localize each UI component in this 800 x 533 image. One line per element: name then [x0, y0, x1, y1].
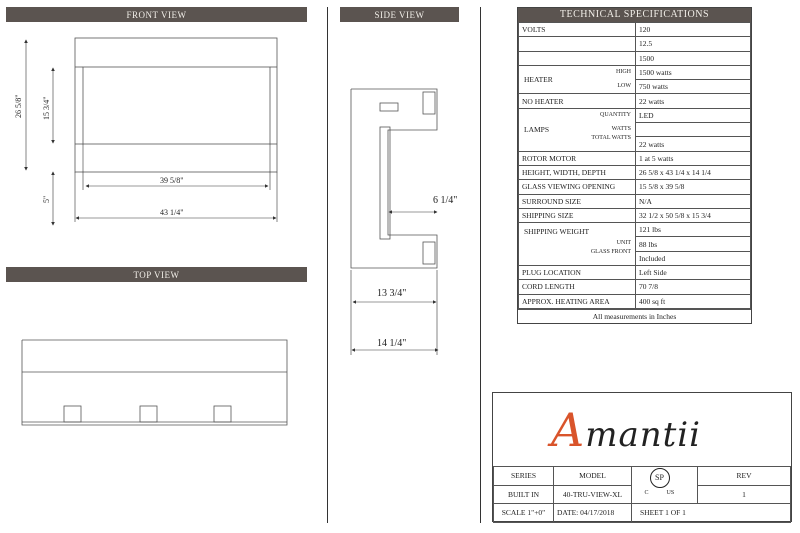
logo-text: mantii: [585, 415, 702, 455]
side-view-header: SIDE VIEW: [340, 7, 459, 22]
spec-label-surround: SURROUND SIZE: [519, 194, 636, 208]
spec-value-watts: 1500: [636, 51, 751, 65]
spec-value-surround: N/A: [636, 194, 751, 208]
spec-label-no-heater: NO HEATER: [519, 94, 636, 108]
spec-value-unit-weight: 88 lbs: [636, 237, 751, 251]
spec-note: All measurements in Inches: [518, 309, 751, 323]
spec-value-plug: Left Side: [636, 266, 751, 280]
spec-label-hwd: HEIGHT, WIDTH, DEPTH: [519, 165, 636, 179]
spec-label-lamps: LAMPS: [524, 124, 550, 134]
series-label: SERIES: [494, 467, 554, 486]
spec-value-rotor: 1 at 5 watts: [636, 151, 751, 165]
spec-sublabel-quantity: QUANTITY: [600, 111, 631, 118]
spec-value-cord: 70 7/8: [636, 280, 751, 294]
dim-front-width-glass: 39 5/8": [160, 176, 184, 185]
model-value: 40-TRU-VIEW-XL: [554, 485, 632, 504]
spec-value-glass-opening: 15 5/8 x 39 5/8: [636, 180, 751, 194]
spec-sublabel-high: HIGH: [616, 68, 631, 75]
rev-value: 1: [698, 485, 791, 504]
spec-sublabel-glass-front: GLASS FRONT: [590, 249, 631, 256]
certification-mark: [632, 467, 698, 504]
spec-title: TECHNICAL SPECIFICATIONS: [518, 8, 751, 22]
spec-sublabel-watts: WATTS: [611, 125, 631, 132]
rev-label: REV: [698, 467, 791, 486]
spec-value-no-heater: 22 watts: [636, 94, 751, 108]
spec-value-lamps-watts: [636, 123, 751, 137]
spec-sublabel-unit: UNIT: [616, 239, 631, 246]
side-dimensions: [351, 212, 438, 355]
spec-label-heating-area: APPROX. HEATING AREA: [519, 294, 636, 308]
front-view-header: FRONT VIEW: [6, 7, 307, 22]
spec-label-volts: VOLTS: [519, 23, 636, 37]
spec-value-shipping-size: 32 1/2 x 50 5/8 x 15 3/4: [636, 208, 751, 222]
date: DATE: 04/17/2018: [554, 504, 632, 523]
top-view-header: TOP VIEW: [6, 267, 307, 282]
spec-label-heater: HEATER: [524, 74, 553, 84]
sheet: SHEET 1 OF 1: [632, 504, 791, 523]
spec-sublabel-total-watts: TOTAL WATTS: [591, 134, 631, 141]
side-view-drawing: [351, 89, 437, 268]
spec-value-heater-high: 1500 watts: [636, 65, 751, 79]
scale: SCALE 1"+0": [494, 504, 554, 523]
front-view-drawing: [75, 38, 277, 172]
csa-logo-icon: SP: [650, 468, 670, 488]
brand-logo: [551, 403, 701, 457]
spec-value-heating-area: 400 sq ft: [636, 294, 751, 308]
model-label: MODEL: [554, 467, 632, 486]
spec-value-shipping-weight: 121 lbs: [636, 223, 751, 237]
spec-label-shipping-size: SHIPPING SIZE: [519, 208, 636, 222]
spec-value-glass-front: Included: [636, 251, 751, 265]
dim-side-depth-overall: 14 1/4": [377, 338, 407, 349]
dim-front-height-glass: 15 3/4": [42, 96, 51, 120]
dim-front-width-overall: 43 1/4": [160, 208, 184, 217]
spec-value-heater-low: 750 watts: [636, 80, 751, 94]
logo-initial: A: [551, 403, 586, 457]
spec-value-volts: 120: [636, 23, 751, 37]
spec-label-cord: CORD LENGTH: [519, 280, 636, 294]
spec-sublabel-low: LOW: [617, 82, 631, 89]
dim-side-recess: 6 1/4": [433, 195, 458, 206]
dim-front-height-overall: 26 5/8": [14, 94, 23, 118]
cert-c: C: [644, 490, 649, 496]
spec-value-lamps-quantity: LED: [636, 108, 751, 122]
top-view-drawing: [22, 340, 287, 425]
cert-us: US: [666, 490, 675, 496]
title-block: [492, 392, 792, 522]
spec-table: [517, 7, 752, 324]
spec-value-lamps-total: 22 watts: [636, 137, 751, 151]
built-in: BUILT IN: [494, 485, 554, 504]
spec-value-amps: 12.5: [636, 37, 751, 51]
dim-front-bottom: 5": [42, 195, 51, 203]
spec-label-glass-opening: GLASS VIEWING OPENING: [519, 180, 636, 194]
spec-label-plug: PLUG LOCATION: [519, 266, 636, 280]
dim-side-depth-inner: 13 3/4": [377, 288, 407, 299]
front-dimensions: [26, 40, 277, 225]
spec-label-rotor: ROTOR MOTOR: [519, 151, 636, 165]
spec-value-hwd: 26 5/8 x 43 1/4 x 14 1/4: [636, 165, 751, 179]
spec-label-shipping-weight: SHIPPING WEIGHT: [524, 227, 590, 237]
